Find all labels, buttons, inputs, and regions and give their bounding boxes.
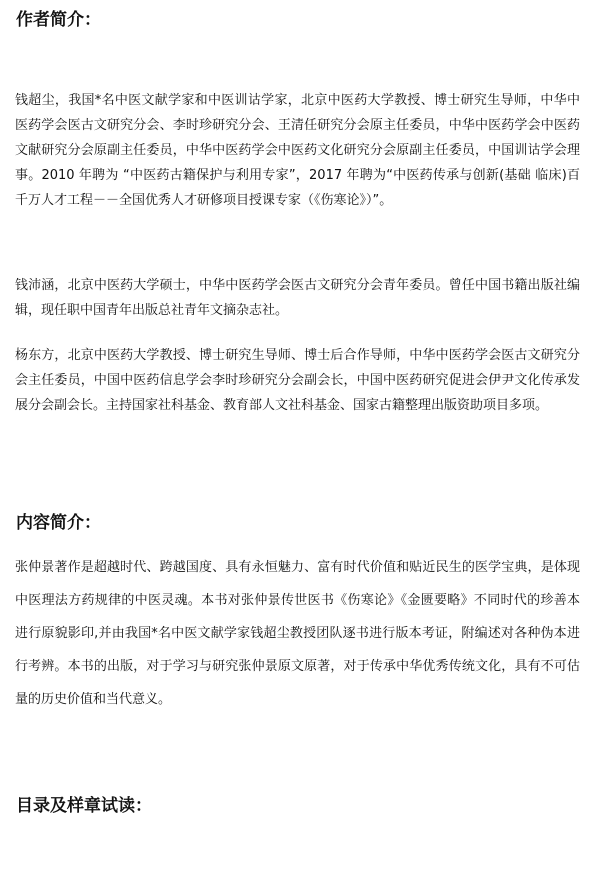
- author-intro-heading: 作者简介：: [16, 10, 101, 30]
- author-bio-yang-dongfang: 杨东方，北京中医药大学教授、博士研究生导师、博士后合作导师，中华中医药学会医古文研究分会主任委员，中国中医药信息学会李时珍研究分会副会长，中国中医药研究促进会伊尹文化传承发展分会副会长。主持国家社科基金、教育部人文社科基金、国家古籍整理出版资助项目多项。: [15, 348, 580, 413]
- content-intro-paragraph: 张仲景著作是超越时代、跨越国度、具有永恒魅力、富有时代价值和贴近民生的医学宝典，是体现中医理法方药规律的中医灵魂。本书对张仲景传世医书《伤寒论》《金匮要略》不同时代的珍善本进行原貌影印,并由我国*名中医文献学家钱超尘教授团队逐书进行版本考证，附编述对各种伪本进行考辨。本书的出版，对于学习与研究张仲景原文原著，对于传承中华优秀传统文化，具有不可估量的历史价值和当代意义。: [15, 560, 580, 707]
- content-intro-heading: 内容简介：: [16, 513, 101, 533]
- toc-sample-heading: 目录及样章试读：: [16, 796, 152, 816]
- author-bio-qian-peihan: 钱沛涵，北京中医药大学硕士，中华中医药学会医古文研究分会青年委员。曾任中国书籍出版社编辑，现任职中国青年出版总社青年文摘杂志社。: [15, 278, 580, 318]
- author-bio-qian-chaochen: 钱超尘，我国*名中医文献学家和中医训诂学家，北京中医药大学教授、博士研究生导师，中华中医药学会医古文研究分会、李时珍研究分会、王清任研究分会原主任委员，中华中医药学会中医药文献研究分会原副主任委员，中华中医药学会中医药文化研究分会原副主任委员，中国训诂学会理事。2010 年聘为 “中医药古籍保护与利用专家”，2017 年聘为“中医药传承与创新(基础 临床)百千万人才工程－－全国优秀人才研修项目授课专家（《伤寒论》）”。: [15, 93, 580, 208]
